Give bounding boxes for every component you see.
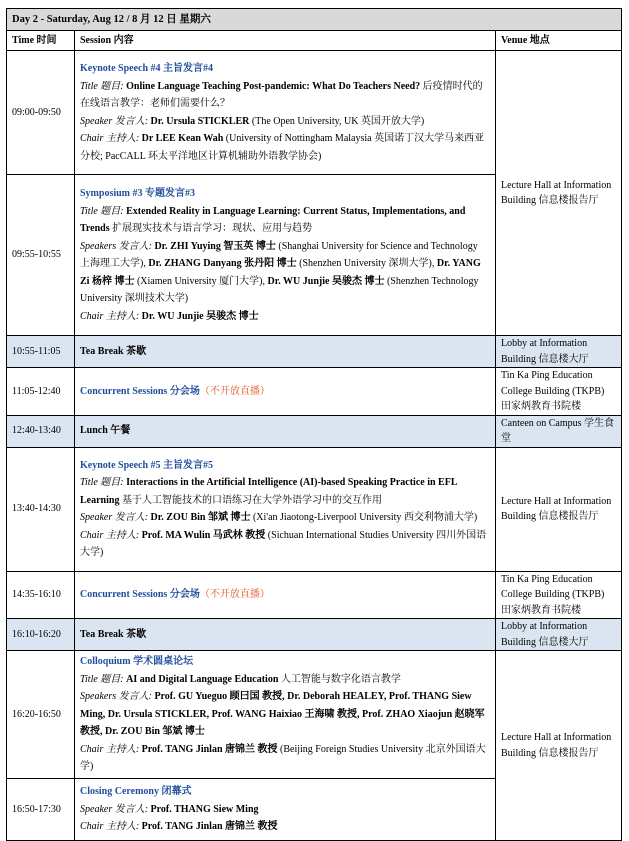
session-title: Lunch 午餐 xyxy=(75,415,496,447)
session-time: 13:40-14:30 xyxy=(7,447,75,571)
talk-title-line xyxy=(80,474,490,509)
column-header-row xyxy=(7,31,622,51)
session-time: 12:40-13:40 xyxy=(7,415,75,447)
label: Chair 主持人: xyxy=(80,529,140,541)
session-time: 16:50-17:30 xyxy=(7,779,75,841)
session-title: Keynote Speech #4 主旨发言#4 xyxy=(80,63,214,74)
label: Chair 主持人: xyxy=(80,821,140,833)
chair-affiliation: (University of Nottingham Malaysia 英国诺丁汉大学马来西亚分校; PacCALL 环太平洋地区计算机辅助外语教学协会) xyxy=(80,133,485,162)
chair-line xyxy=(80,741,490,776)
speaker-line xyxy=(80,801,490,819)
talk-title-line xyxy=(80,671,490,689)
talk-title-cn: 后疫情时代的在线语言教学：老师们需要什么？ xyxy=(80,80,483,109)
session-time: 09:55-10:55 xyxy=(7,175,75,336)
label: Speaker 发言人: xyxy=(80,115,149,127)
venue-cell: Lecture Hall at Information Building 信息楼报告厅 xyxy=(496,447,622,571)
header-session: Session 内容 xyxy=(75,31,496,51)
day-title: Day 2 - Saturday, Aug 12 / 8 月 12 日 星期六 xyxy=(7,9,622,31)
table-row xyxy=(7,619,622,651)
chair-name: Dr. WU Junjie 吴骏杰 博士 xyxy=(141,310,259,322)
talk-title: Online Language Teaching Post-pandemic: What Do Teachers Need? xyxy=(126,80,421,92)
session-time: 14:35-16:10 xyxy=(7,571,75,619)
session-details xyxy=(75,571,496,619)
chair-name: Prof. TANG Jinlan 唐锦兰 教授 xyxy=(141,743,278,755)
chair-name: Prof. MA Wulin 马武林 教授 xyxy=(141,529,266,541)
chair-name: Dr LEE Kean Wah xyxy=(141,133,224,144)
session-time: 16:20-16:50 xyxy=(7,651,75,779)
speaker-line xyxy=(80,509,490,527)
chair-line xyxy=(80,527,490,562)
session-note: （不开放直播） xyxy=(199,385,270,397)
talk-title-cn: 人工智能与数字化语言教学 xyxy=(280,673,401,685)
session-title: Colloquium 学术圆桌论坛 xyxy=(80,656,194,668)
label: Chair 主持人: xyxy=(80,743,140,755)
speaker-affiliation: (Xi'an Jiaotong-Liverpool University 西交利物浦大学) xyxy=(252,512,478,523)
table-row xyxy=(7,571,622,619)
venue-cell: Tin Ka Ping Education College Building (TKPB) 田家炳教育书院楼 xyxy=(496,571,622,619)
label: Title 题目: xyxy=(80,673,124,685)
session-details xyxy=(75,175,496,336)
label: Chair 主持人: xyxy=(80,133,140,144)
speaker-line xyxy=(80,113,490,131)
session-details xyxy=(75,447,496,571)
venue-cell: Lobby at Information Building 信息楼大厅 xyxy=(496,336,622,368)
table-row xyxy=(7,368,622,416)
talk-title: Interactions in the Artificial Intelligence (AI)-based Speaking Practice in EFL Learning xyxy=(80,477,457,506)
session-details xyxy=(75,651,496,779)
chair-affiliation: (Sichuan International Studies University 四川外国语大学) xyxy=(80,529,487,558)
talk-title: AI and Digital Language Education xyxy=(126,673,279,685)
session-details xyxy=(75,51,496,175)
speaker-affiliation: (Shenzhen Technology University 深圳技术大学) xyxy=(80,275,479,304)
session-title: Keynote Speech #5 主旨发言#5 xyxy=(80,459,214,471)
chair-line xyxy=(80,130,490,165)
session-title: Closing Ceremony 闭幕式 xyxy=(80,786,192,798)
session-details xyxy=(75,779,496,841)
speaker-affiliation: (The Open University, UK 英国开放大学) xyxy=(251,115,425,127)
schedule-table xyxy=(6,8,622,841)
speaker-name: Dr. ZOU Bin 邹斌 博士 xyxy=(150,512,251,523)
session-note: （不开放直播） xyxy=(199,589,270,600)
label: Speakers 发言人: xyxy=(80,240,152,252)
session-time: 16:10-16:20 xyxy=(7,619,75,651)
talk-title-line xyxy=(80,78,490,113)
session-title: Concurrent Sessions 分会场 xyxy=(80,589,200,600)
label: Chair 主持人: xyxy=(80,310,140,322)
label: Speakers 发言人: xyxy=(80,691,152,703)
session-time: 10:55-11:05 xyxy=(7,336,75,368)
session-title: Concurrent Sessions 分会场 xyxy=(80,385,200,397)
speaker-name: Dr. WU Junjie 吴骏杰 博士 xyxy=(267,275,385,287)
session-title: Tea Break 茶歇 xyxy=(75,336,496,368)
speakers-line xyxy=(80,688,490,741)
session-time: 09:00-09:50 xyxy=(7,51,75,175)
venue-cell: Lecture Hall at Information Building 信息楼报告厅 xyxy=(496,651,622,841)
table-row xyxy=(7,336,622,368)
speaker-affiliation: (Xiamen University 厦门大学), xyxy=(136,275,265,287)
session-title: Symposium #3 专题发言#3 xyxy=(80,188,196,199)
session-title: Tea Break 茶歇 xyxy=(75,619,496,651)
speaker-name: Dr. ZHI Yuying 智玉英 博士 xyxy=(154,240,276,252)
label: Title 题目: xyxy=(80,477,124,488)
chair-line xyxy=(80,308,490,326)
speaker-names: Prof. GU Yueguo 顾曰国 教授, Dr. Deborah HEALEY, Prof. THANG Siew Ming, Dr. Ursula STICKLER, Prof. WANG Haixiao 王海啸 教授, Prof. ZHAO Xiaojun 赵晓军 教授, Dr. ZOU Bin 邹斌 博士 xyxy=(80,691,485,738)
chair-affiliation: (Beijing Foreign Studies University 北京外国语大学) xyxy=(80,743,486,773)
speaker-affiliation: (Shanghai University for Science and Technology 上海理工大学), xyxy=(80,240,478,269)
label: Title 题目: xyxy=(80,205,124,217)
talk-title-line xyxy=(80,203,490,238)
venue-cell: Lobby at Information Building 信息楼大厅 xyxy=(496,619,622,651)
speaker-affiliation: (Shenzhen University 深圳大学), xyxy=(299,258,435,269)
table-row xyxy=(7,651,622,779)
header-venue: Venue 地点 xyxy=(496,31,622,51)
table-row xyxy=(7,415,622,447)
session-details xyxy=(75,368,496,416)
session-time: 11:05-12:40 xyxy=(7,368,75,416)
speaker-name: Dr. Ursula STICKLER xyxy=(150,115,250,127)
speaker-name: Dr. YANG Zi 杨梓 博士 xyxy=(80,258,481,287)
header-time: Time 时间 xyxy=(7,31,75,51)
speaker-name: Dr. ZHANG Danyang 张丹阳 博士 xyxy=(148,258,297,269)
chair-name: Prof. TANG Jinlan 唐锦兰 教授 xyxy=(141,821,278,833)
label: Speaker 发言人: xyxy=(80,803,149,815)
talk-title: Extended Reality in Language Learning: Current Status, Implementations, and Trends xyxy=(80,205,466,234)
label: Speaker 发言人: xyxy=(80,512,149,523)
table-row xyxy=(7,51,622,175)
speakers-line xyxy=(80,238,490,308)
day-header-row xyxy=(7,9,622,31)
venue-cell: Tin Ka Ping Education College Building (TKPB) 田家炳教育书院楼 xyxy=(496,368,622,416)
talk-title-cn: 基于人工智能技术的口语练习在大学外语学习中的交互作用 xyxy=(121,494,382,506)
chair-line xyxy=(80,818,490,836)
table-row xyxy=(7,447,622,571)
venue-cell: Canteen on Campus 学生食堂 xyxy=(496,415,622,447)
speaker-name: Prof. THANG Siew Ming xyxy=(150,803,259,815)
venue-cell: Lecture Hall at Information Building 信息楼报告厅 xyxy=(496,51,622,336)
talk-title-cn: 扩展现实技术与语言学习：现状、应用与趋势 xyxy=(112,223,313,234)
label: Title 题目: xyxy=(80,80,124,92)
